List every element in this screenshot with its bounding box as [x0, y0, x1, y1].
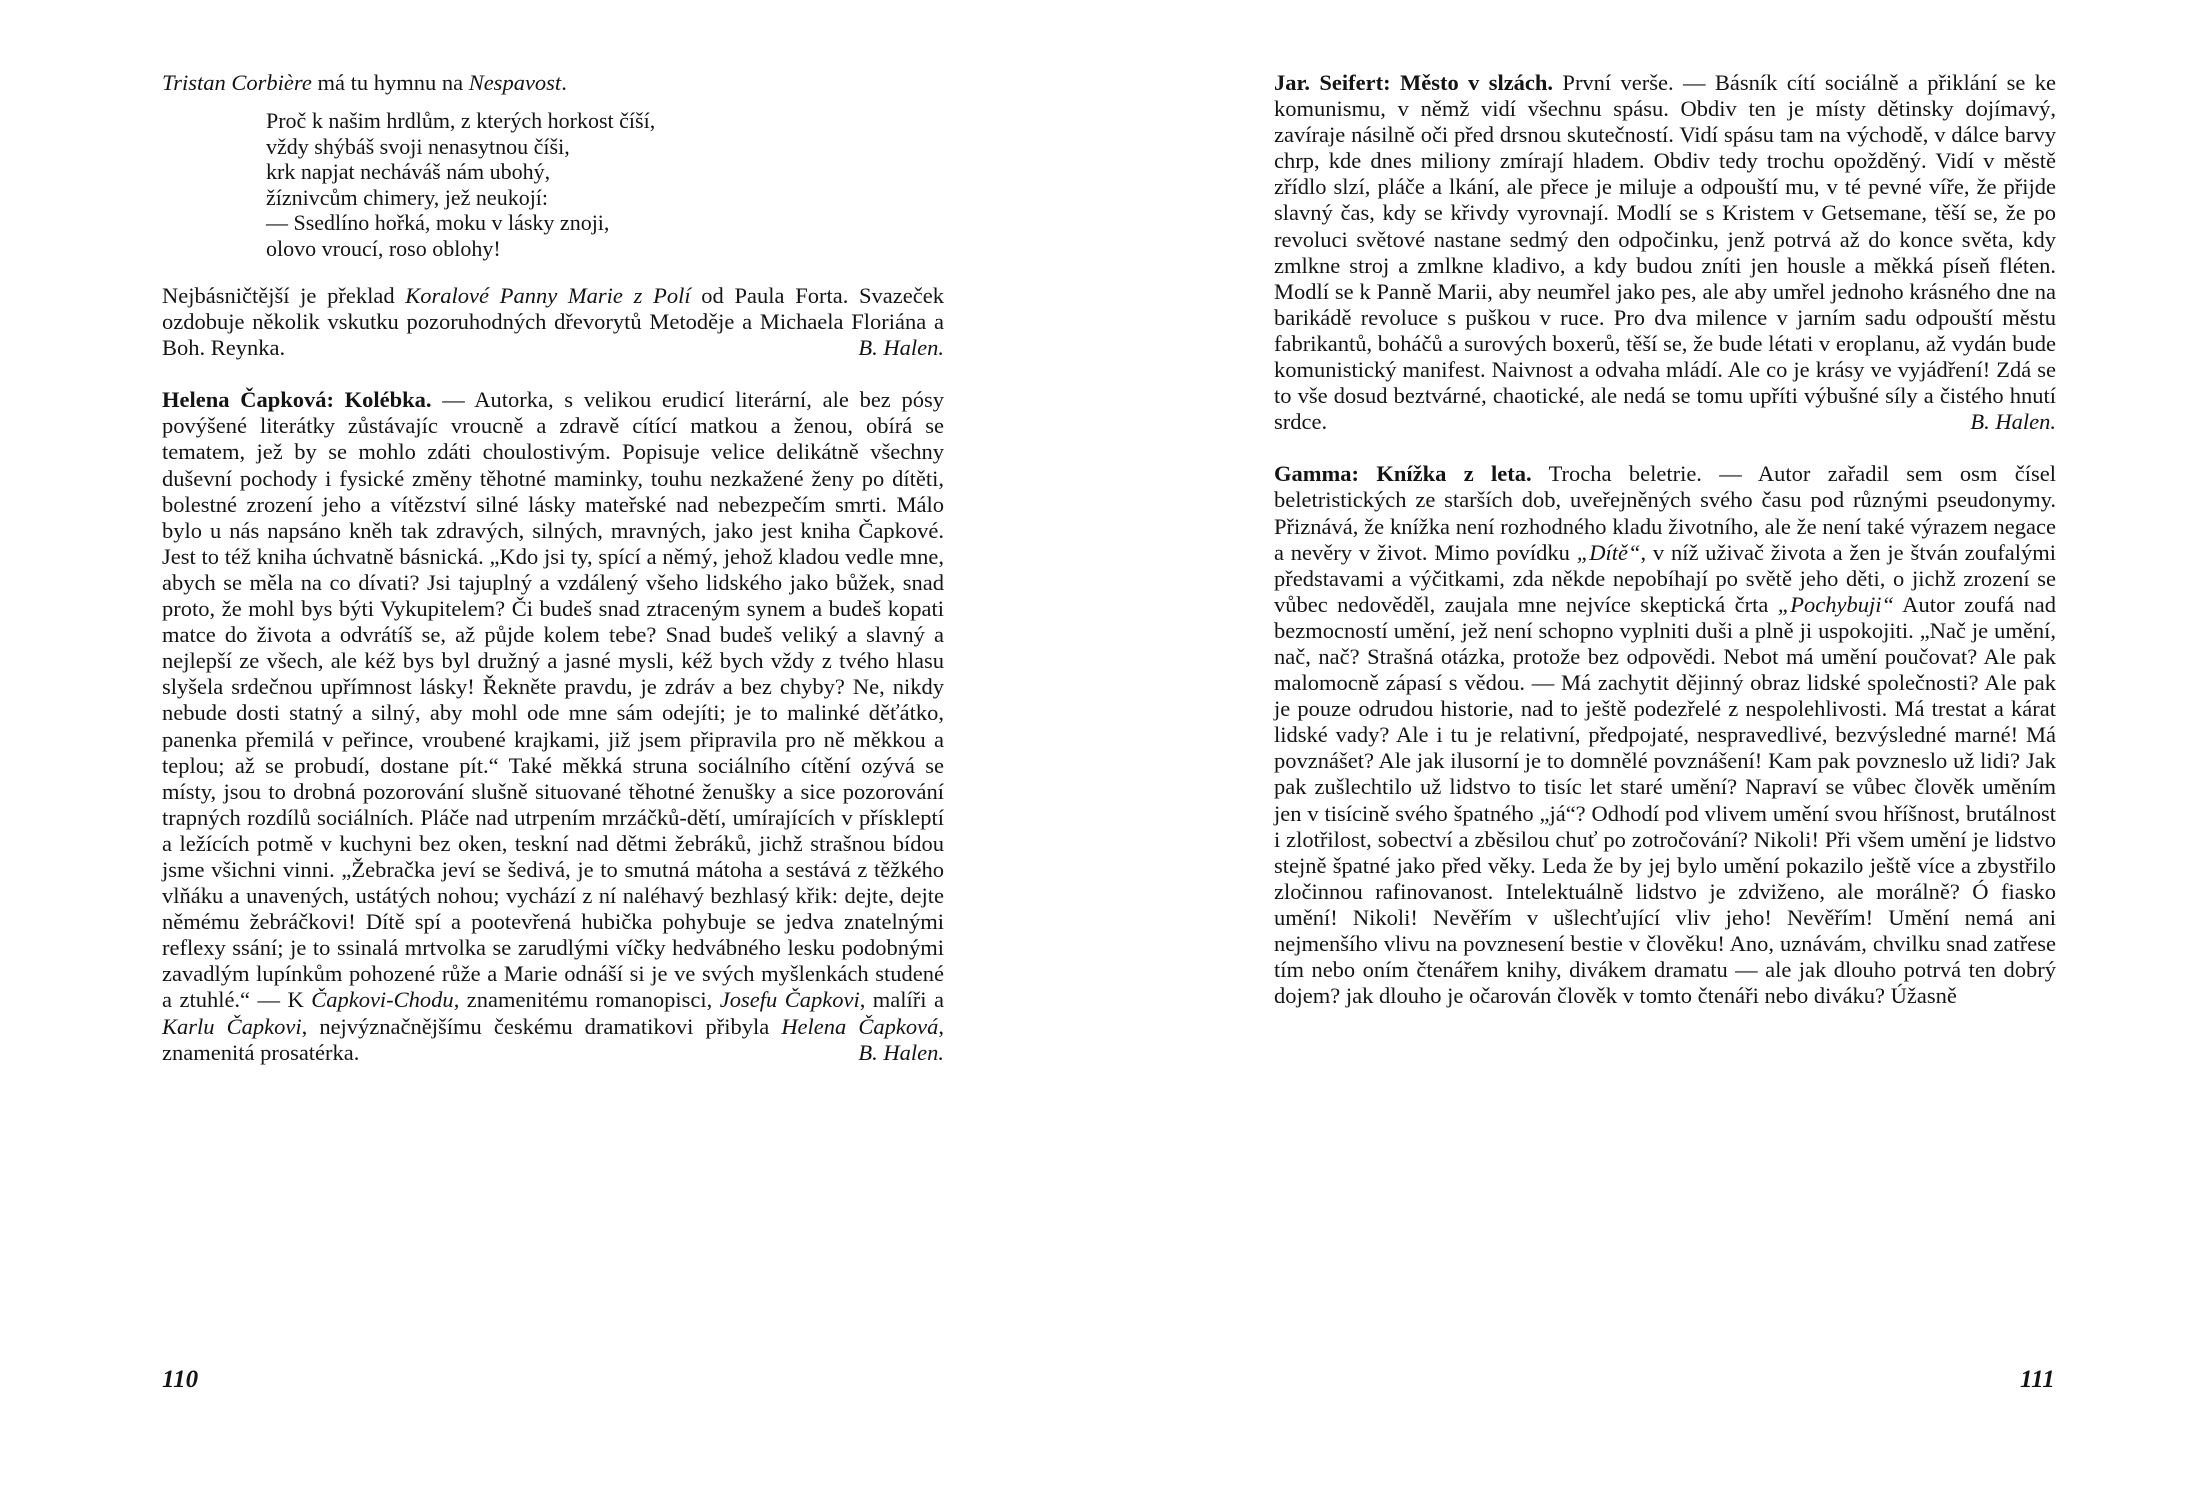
right-page — [1274, 70, 2056, 1009]
poem-line: — Ssedlíno hořká, moku v lásky znoji, — [266, 210, 610, 235]
signature: B. Halen. — [858, 335, 944, 361]
review-capkova — [162, 387, 944, 1065]
poem-line: Proč k našim hrdlům, z kterých horkost číší, — [266, 108, 656, 133]
text-span: , nejvýznačnějšímu českému dramatikovi přibyla — [301, 1013, 782, 1039]
poem — [266, 108, 944, 261]
page-number-right: 111 — [2020, 1366, 2055, 1393]
text-span: První verše. — Básník cítí sociálně a přiklání se ke komunismu, v němž vidí všechnu spásu. Obdiv ten je místy dětinsky dojímavý, zavíraje násilně oči před drsnou skutečností. Vidí spásu tam na východě, v dálce barvy chrp, kde dnes miliony zmírají hladem. Obdiv tedy trochu opožděný. Vidí v městě zřídlo slzí, pláče a lkání, ale přece je miluje a odpouští mu, v té pevné víře, že přijde slavný čas, kdy se křivdy vyrovnají. Modlí se s Kristem v Getsemane, těší se, že po revoluci světové nastane sedmý den odpočinku, jenž potrvá až do konce světa, kdy zmlkne stroj a zmlkne kladivo, a kdy budou zníti jen housle a měkká píseň fléten. Modlí se k Panně Marii, aby neumřel jako pes, ale aby umřel jednoho krásného dne na barikádě revoluce s puškou v ruce. Pro dva milence v jarním sadu odpouští městu fabrikantů, boháčů a surových boxerů, těší se, že bude létati v eroplanu, až vydán bude komunistický manifest. Naivnost a odvaha mládí. Ale co je krásy ve vyjádření! Zdá se to vše dosud beztvárné, chaotické, ale nedá se tomu upříti výbušné síly a čistého hnutí srdce. — [1274, 70, 2056, 435]
review-heading: Helena Čapková: Kolébka. — [162, 387, 432, 413]
review-heading: Jar. Seifert: Město v slzách. — [1274, 70, 1554, 95]
intro-end: . — [561, 70, 567, 95]
poem-line: žíznivcům chimery, jež neukojí: — [266, 184, 549, 210]
poem-line: olovo vroucí, roso oblohy! — [266, 235, 501, 261]
signature: B. Halen. — [858, 1039, 944, 1065]
intro-title: Nespavost — [468, 70, 562, 95]
review-heading: Gamma: Knížka z leta. — [1274, 461, 1532, 487]
poem-line: vždy shýbáš svoji nenasytnou číši, — [266, 133, 570, 159]
italic-name: Karlu Čapkovi — [162, 1013, 302, 1039]
text-span: Autor zoufá nad bezmocností umění, jež není schopno vyplniti duši a plně ji uspokojiti. „Nač je umění, nač, nač? Strašná otázka, protože bez odpovědi. Nebot má umění poučovat? Ale pak malomocně zápasí s vědou. — Má zachytit dějinný obraz lidské společnosti? Ale pak je pouze odrudou historie, nad to ještě podezřelé z nespolehlivosti. Má trestat a kárat lidské vady? Ale i tu je relativní, předpojaté, nespravedlivé, bezvýsledné marné! Má povznášet? Ale jak ilusorní je to domnělé povznášení! Kam pak povzneslo už lidi? Jak pak zušlechtilo už lidstvo to tisíc let staré umění? Napraví se vůbec člověk uměním jen v tisícině svého špatného „já“? Odhodí pod vlivem umění svou hříšnost, brutálnost i zlotřilost, sobectví a zběsilou chuť po zotročování? Nikoli! Při všem umění je lidstvo stejně špatné jako před věky. Leda že by jej bylo umění pokazilo ještě více a zbystřilo zločinnou rafinovanost. Intelektuálně lidstvo je zdviženo, ale morálně? Ó fiasko umění! Nikoli! Nevěřím v ušlechťující vliv jeho! Nevěřím! Umění nemá ani nejmenšího vlivu na povznesení bestie v člověku! Ano, uznávám, chvilku snad zatřese tím nebo oním čtenářem knihy, divákem dramatu — ale jak dlouho potrvá ten dobrý dojem? jak dlouho je očarován člověk v tomto čtenáři nebo diváku? Úžasně — [1274, 591, 2056, 1009]
poem-line: krk napjat necháváš nám ubohý, — [266, 159, 551, 184]
page-number-left: 110 — [162, 1366, 199, 1393]
text-span: , znamenitá prosatérka. — [162, 1013, 944, 1065]
review-seifert — [1274, 70, 2056, 435]
italic-name: Helena Čapková — [781, 1013, 939, 1039]
text-span: , v níž uživač života a žen je štván zoufalými představami a výčitkami, zda někde nepobíhají po světě jeho děti, o jichž zrození se vůbec nedověděl, zaujala mne nejvíce skeptická črta — [1274, 539, 2056, 617]
italic-title: Koralové Panny Marie z Polí — [405, 283, 691, 308]
italic-name: Čapkovi-Chodu — [311, 987, 454, 1013]
signature: B. Halen. — [1970, 409, 2056, 435]
intro-text: má tu hymnu na — [311, 70, 469, 95]
review-gamma — [1274, 461, 2056, 1009]
text-span: , malíři a — [859, 987, 944, 1013]
intro-author: Tristan Corbière — [162, 70, 312, 95]
text-span: Trocha beletrie. — Autor zařadil sem osm čísel beletristických ze starších dob, uveřejněných svého času pod různými pseudonymy. Přiznává, že knížka není rozhodného kladu životního, ale že není také výrazem negace a nevěry v život. Mimo povídku — [1274, 461, 2056, 565]
text-span: Nejbásničtější je překlad — [162, 283, 406, 308]
paragraph-translation — [162, 283, 944, 361]
left-page — [162, 70, 944, 1066]
italic-name: Josefu Čapkovi — [719, 987, 860, 1013]
italic-title: „Dítě“ — [1576, 539, 1641, 565]
text-span: od Paula Forta. Svazeček ozdobuje několik vskutku pozoruhodných dřevorytů Metoděje a Michaela Floriána a Boh. Reynka. — [162, 283, 944, 361]
intro-line — [162, 70, 944, 96]
text-span: , znamenitému romanopisci, — [453, 987, 720, 1013]
text-span: — Autorka, s velikou erudicí literární, ale bez pósy povýšené literátky zůstávajíc vroucně a zdravě cítící matkou a ženou, obírá se tematem, jež by se mohlo zdáti choulostivým. Popisuje velice delikátně všechny duševní pochody i fysické změny těhotné maminky, touhu nezkažené ženy po dítěti, bolestné zrození jeho a vítězství silné lásky mateřské nad nebezpečím smrti. Málo bylo u nás napsáno kněh tak zdravých, silných, mravných, jako jest kniha Čapkové. Jest to též kniha úchvatně básnická. „Kdo jsi ty, spící a němý, jehož kladou vedle mne, abych se měla na co dívati? Jsi tajuplný a vzdálený všeho lidského jako bůžek, snad proto, že mohl bys býti Vykupitelem? Či budeš snad ztraceným synem a budeš kopati matce do života a odvrátíš se, až půjde kolem tebe? Snad budeš veliký a slavný a nejlepší ze všech, ale kéž bys byl družný a jasné mysli, kéž bych vždy z tvého hlasu slyšela srdečnou upřímnost lásky! Řekněte pravdu, je zdráv a bez chyby? Ne, nikdy nebude dosti statný a silný, aby mohl ode mne sám odejíti; je to malinké děťátko, panenka přemilá v peřince, vroubené krajkami, již jsem připravila pro ně měkkou a teplou; až se probudí, dostane pít.“ Také měkká struna sociálního cítění ozývá se místy, jsou to drobná pozorování slušně situované těhotné ženušky a sice pozorování trapných rozdílů sociálních. Pláče nad utrpením mrzáčků-dětí, umírajících v přískleptí a ležících potmě v kuchyni bez oken, teskní nad dětmi žebráků, jichž strašnou bídou jsme všichni vinni. „Žebračka jeví se šedivá, je to smutná mátoha a sestává z těžkého vlňáku a unavených, ustátých nohou; vychází z ní naléhavý bezhlasý křik: dejte, dejte němému žebráčkovi! Dítě spí a pootevřená hubička pohybuje se jedva znatelnými reflexy ssání; je to ssinalá mrtvolka se zarudlými víčky hedvábného lesku podobnými zavadlým lupínkům pohozené růže a Marie odnáší si je ve svých myšlenkách studené a ztuhlé.“ — K — [162, 387, 944, 1013]
italic-title: „Pochybuji“ — [1777, 591, 1895, 617]
